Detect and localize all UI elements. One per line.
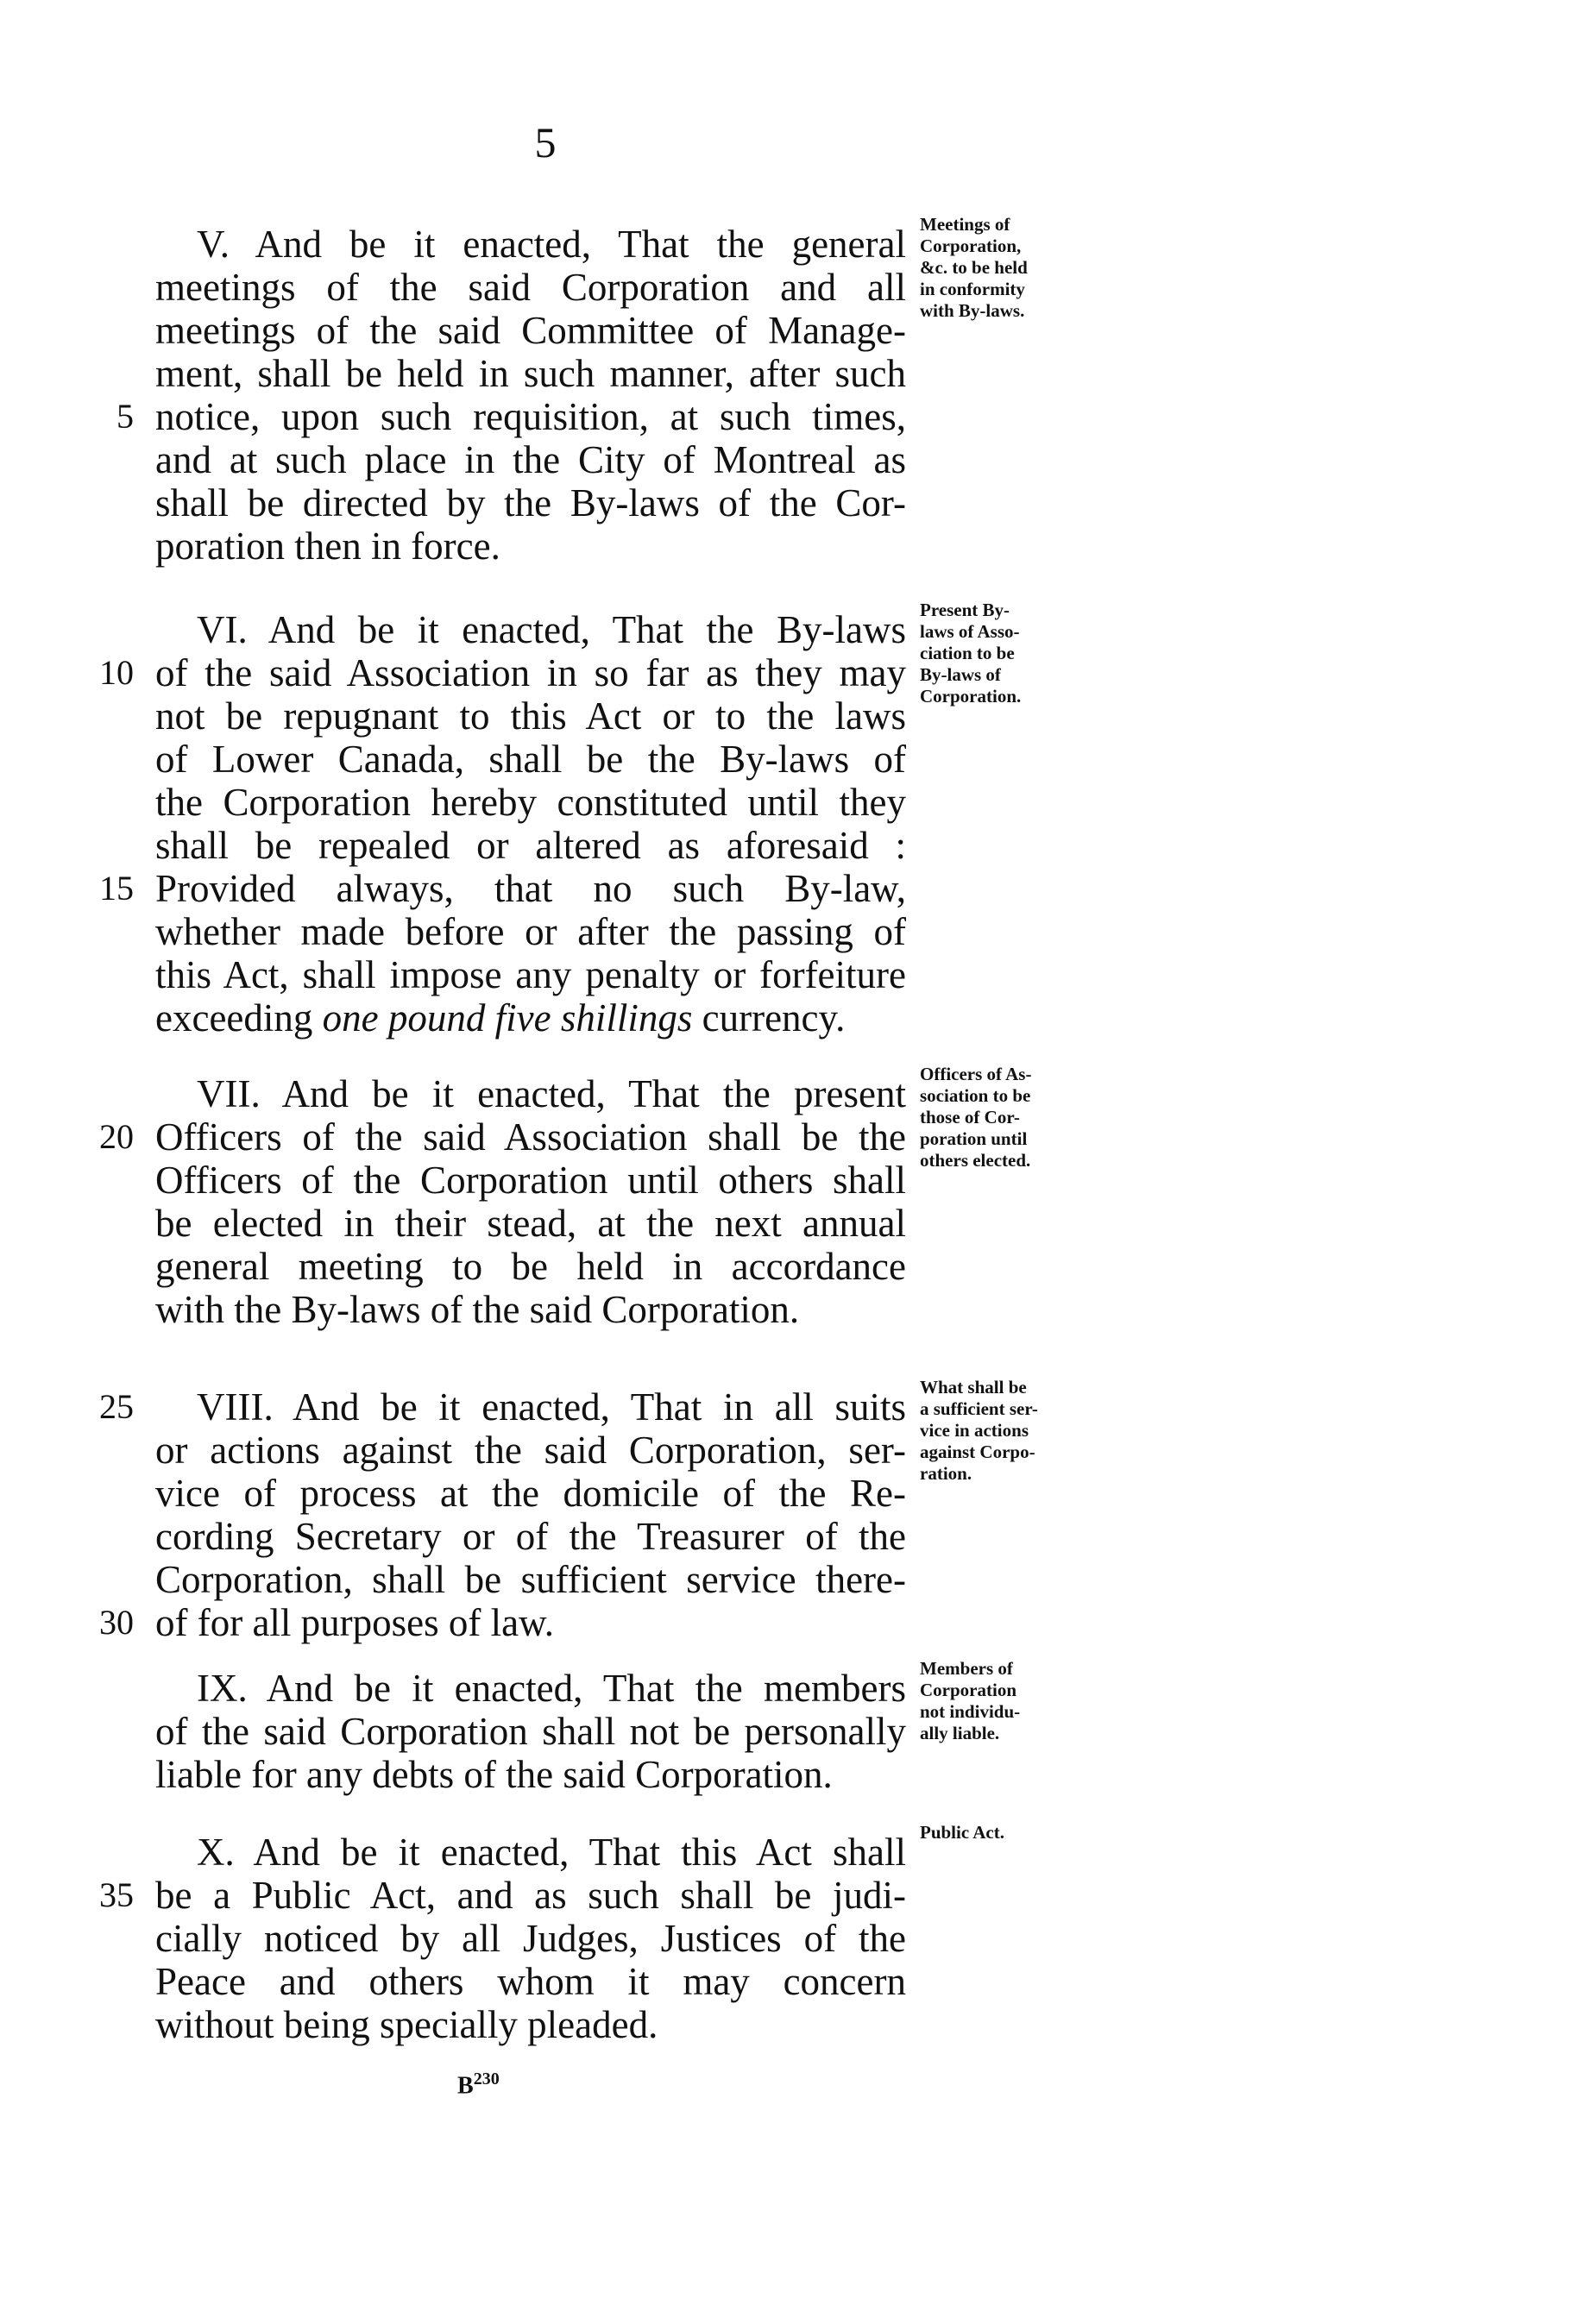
line-number (82, 1917, 134, 1960)
line-number (82, 953, 134, 996)
body-line: and at such place in the City of Montreal as (155, 438, 906, 481)
margin-note: poration until (920, 1128, 1028, 1149)
body-line: ment, shall be held in such manner, after such (155, 352, 906, 395)
line-number: 20 (99, 1117, 134, 1156)
margin-note: Public Act. (920, 1822, 1004, 1843)
margin-note: Meetings of (920, 214, 1010, 235)
line-number: 30 (99, 1603, 134, 1642)
line-number (82, 1245, 134, 1288)
page-number: 5 (534, 118, 557, 166)
margin-note: Corporation. (920, 686, 1022, 707)
line-number (82, 694, 134, 738)
body-line: VIII. And be it enacted, That in all suits (197, 1385, 906, 1429)
body-line: Provided always, that no such By-law, (155, 867, 906, 910)
line-number (82, 524, 134, 568)
body-line: or actions against the said Corporation, ser- (155, 1429, 906, 1472)
line-number (82, 1159, 134, 1202)
margin-note: By-laws of (920, 664, 1001, 685)
line-number (82, 266, 134, 309)
body-line: general meeting to be held in accordance (155, 1245, 906, 1288)
printer-signature-mark (457, 2070, 500, 2098)
line-number (82, 781, 134, 824)
body-line: be a Public Act, and as such shall be judi- (155, 1874, 906, 1917)
body-line: of the said Association in so far as they may (155, 651, 906, 694)
line-number: 10 (99, 653, 134, 692)
body-line: of Lower Canada, shall be the By-laws of (155, 738, 906, 781)
line-number (82, 1558, 134, 1601)
margin-note: Members of (920, 1658, 1013, 1679)
margin-note: laws of Asso- (920, 621, 1020, 642)
line-number (82, 1072, 134, 1115)
line-number (82, 1960, 134, 2003)
line-number (82, 1202, 134, 1245)
body-line: meetings of the said Committee of Manage- (155, 309, 906, 352)
line-number (82, 2003, 134, 2046)
body-line: liable for any debts of the said Corporation. (155, 1753, 833, 1796)
margin-note: What shall be (920, 1377, 1027, 1398)
body-line: cially noticed by all Judges, Justices of the (155, 1917, 906, 1960)
body-line: this Act, shall impose any penalty or forfeiture (155, 953, 906, 996)
body-line: shall be directed by the By-laws of the Cor- (155, 481, 906, 524)
body-line: whether made before or after the passing of (155, 910, 906, 953)
margin-note: Present By- (920, 600, 1010, 620)
body-line: with the By-laws of the said Corporation. (155, 1288, 800, 1331)
line-number (82, 1710, 134, 1753)
margin-note: ciation to be (920, 643, 1015, 663)
line-number (82, 481, 134, 524)
body-line: IX. And be it enacted, That the members (197, 1667, 906, 1710)
line-number (82, 352, 134, 395)
body-line: exceeding one pound five shillings currency. (155, 996, 846, 1040)
line-number (82, 438, 134, 481)
margin-note: sociation to be (920, 1085, 1031, 1106)
body-line: VII. And be it enacted, That the present (197, 1072, 906, 1115)
body-line: the Corporation hereby constituted until they (155, 781, 906, 824)
line-number (82, 996, 134, 1040)
line-number: 35 (99, 1875, 134, 1914)
line-number: 15 (99, 869, 134, 908)
line-number (82, 1831, 134, 1874)
line-number (82, 309, 134, 352)
margin-note: Officers of As- (920, 1064, 1032, 1084)
body-line: be elected in their stead, at the next annual (155, 1202, 906, 1245)
line-number (82, 1472, 134, 1515)
margin-note: Corporation, (920, 236, 1022, 256)
body-line: poration then in force. (155, 524, 500, 568)
margin-note: those of Cor- (920, 1107, 1020, 1127)
margin-note: Corporation (920, 1680, 1016, 1700)
margin-note: with By-laws. (920, 300, 1025, 321)
line-number (82, 1753, 134, 1796)
line-number (82, 738, 134, 781)
body-line: Officers of the said Association shall be the (155, 1115, 906, 1159)
body-line: of the said Corporation shall not be personally (155, 1710, 906, 1753)
line-number (82, 910, 134, 953)
margin-note: vice in actions (920, 1420, 1029, 1441)
line-number: 25 (99, 1387, 134, 1426)
margin-note: ration. (920, 1463, 972, 1484)
body-line: cording Secretary or of the Treasurer of the (155, 1515, 906, 1558)
margin-note: others elected. (920, 1150, 1031, 1171)
body-line: X. And be it enacted, That this Act shall (197, 1831, 906, 1874)
line-number (82, 824, 134, 867)
line-number (82, 1515, 134, 1558)
body-line: V. And be it enacted, That the general (197, 223, 906, 266)
body-line: of for all purposes of law. (155, 1601, 554, 1644)
body-line: shall be repealed or altered as aforesaid : (155, 824, 906, 867)
body-line: Corporation, shall be sufficient service there- (155, 1558, 906, 1601)
body-line: meetings of the said Corporation and all (155, 266, 906, 309)
signature-letter: B (457, 2072, 474, 2100)
body-line: VI. And be it enacted, That the By-laws (197, 608, 906, 651)
body-line: vice of process at the domicile of the Re- (155, 1472, 906, 1515)
body-line: not be repugnant to this Act or to the laws (155, 694, 906, 738)
margin-note: a sufficient ser- (920, 1398, 1038, 1419)
body-line: without being specially pleaded. (155, 2003, 658, 2046)
signature-number: 230 (473, 2070, 500, 2088)
line-number (82, 608, 134, 651)
line-number (82, 223, 134, 266)
margin-note: against Corpo- (920, 1442, 1035, 1462)
line-number (82, 1429, 134, 1472)
margin-note: &c. to be held (920, 257, 1028, 278)
line-number: 5 (116, 397, 134, 436)
line-number (82, 1288, 134, 1331)
body-line: Officers of the Corporation until others shall (155, 1159, 906, 1202)
margin-note: ally liable. (920, 1723, 1000, 1743)
line-number (82, 1667, 134, 1710)
italic-phrase: one pound five shillings (322, 996, 693, 1040)
margin-note: in conformity (920, 279, 1025, 299)
margin-note: not individu- (920, 1701, 1021, 1722)
body-line: notice, upon such requisition, at such times, (155, 395, 906, 438)
body-line: Peace and others whom it may concern (155, 1960, 906, 2003)
